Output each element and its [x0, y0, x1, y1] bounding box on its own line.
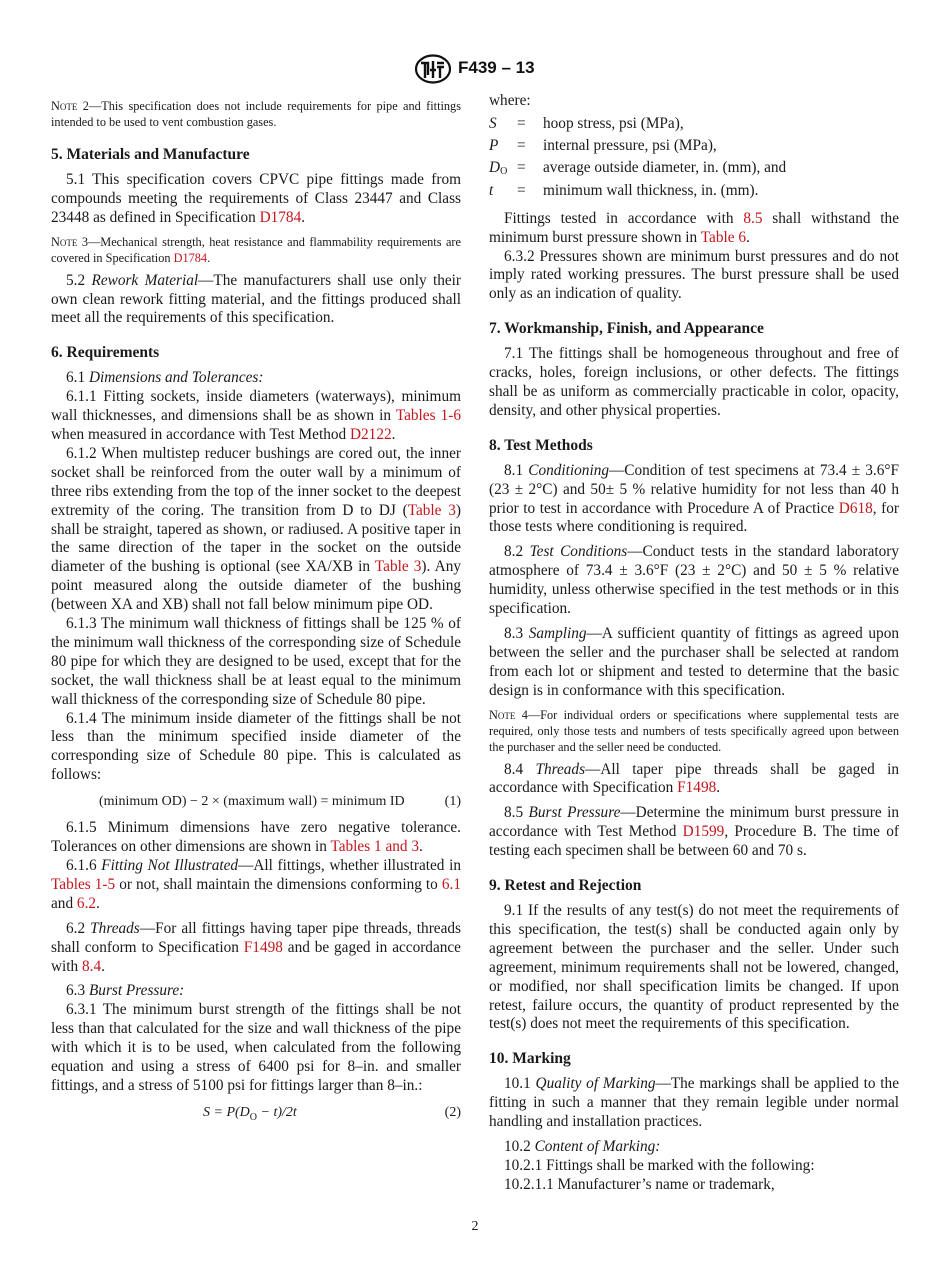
equation-1 — [51, 791, 461, 813]
definition-row: $D_O$ = average outside diameter, in. (mm), and — [489, 159, 787, 178]
para-6-1-5: 6.1.5 Minimum dimensions have zero negative tolerance. Tolerances on other dimensions are shown in Tables 1 and 3. — [51, 819, 461, 856]
para-10-2: 10.2 Content of Marking: — [504, 1137, 661, 1155]
where-label: where: — [489, 92, 531, 109]
page-number: 2 — [471, 1219, 479, 1234]
para-6-3: 6.3 Burst Pressure: — [66, 982, 185, 1000]
equation-number: (2) — [444, 1104, 461, 1120]
equation-number: (1) — [444, 794, 461, 810]
para-9-1: 9.1 If the results of any test(s) do not meet the requirements of this specification, the test(s) shall be conducted again only by agreement between the purchaser and the seller. Under such agreement, minimum requirements shall not be lowered, changed, or modified, nor shall specification limits be changed. If upon retest, failure occurs, the quantity of product represented by the test(s) does not meet the requirements of this specification. — [489, 902, 899, 1033]
link-d1599[interactable]: D1599 — [682, 823, 725, 841]
link-8-5[interactable]: 8.5 — [743, 209, 763, 227]
section-10-heading: 10. Marking — [489, 1050, 571, 1068]
link-table-3[interactable]: Table 3 — [374, 558, 422, 576]
right-column — [489, 92, 899, 1195]
link-table-6[interactable]: Table 6 — [700, 228, 746, 246]
para-6-1-1: 6.1.1 Fitting sockets, inside diameters (waterways), minimum wall thicknesses, and dimensions shall be as shown in Tables 1-6 when measured in accordance with Test Method D2122. — [51, 388, 462, 443]
definition-row: t = minimum wall thickness, in. (mm). — [489, 181, 759, 199]
para-10-2-1: 10.2.1 Fittings shall be marked with the following: — [504, 1156, 815, 1174]
equation-text: (minimum OD) − 2 × (maximum wall) = minimum ID — [99, 794, 405, 810]
para-5-2: 5.2 Rework Material—The manufacturers shall use only their own clean rework fitting material, and the fittings produced shall meet all the requirements of this specification. — [51, 271, 461, 327]
para-10-2-1-1: 10.2.1.1 Manufacturer’s name or trademark, — [504, 1175, 775, 1193]
para-6-1: 6.1 Dimensions and Tolerances: — [66, 369, 264, 387]
para-5-1: 5.1 This specification covers CPVC pipe fittings made from compounds meeting the requirements of Class 23447 and Class 23448 as defined in Specification D1784. — [51, 170, 461, 226]
para-8-4: 8.4 Threads—All taper pipe threads shall be gaged in accordance with Specification F1498. — [489, 760, 899, 797]
definition-row: P = internal pressure, psi (MPa), — [489, 137, 717, 155]
note-label: Note 2 — [51, 99, 89, 113]
para-8-2: 8.2 Test Conditions—Conduct tests in the standard laboratory atmosphere of 73.4 ± 3.6°F (23 ± 2°C) and 50 ± 5 % relative humidity, unless otherwise specified in the test methods or in this specification. — [489, 543, 900, 618]
para-6-1-2: 6.1.2 When multistep reducer bushings are cored out, the inner socket shall be reinforced from the outer wall by a minimum of three ribs extending from the top of the inner socket to the deepest extremity of the coring. The transition from D to DJ (Table 3) shall be straight, tapered as shown, or radiused. A positive taper in the same direction of the taper in the socket on the outside diameter of the bushing is optional (see XA/XB in Table 3). Any point measured along the outside diameter of the bushing (between XA and XB) shall not fall below minimum pipe OD. — [51, 444, 461, 614]
astm-logo-icon — [414, 54, 452, 84]
para-6-2: 6.2 Threads—For all fittings having taper pipe threads, threads shall conform to Specification F1498 and be gaged in accordance with 8.4. — [51, 919, 461, 975]
document-id: F439 – 13 — [458, 58, 535, 77]
section-9-heading: 9. Retest and Rejection — [489, 877, 642, 895]
link-d1784[interactable]: D1784 — [173, 250, 208, 265]
para-7-1: 7.1 The fittings shall be homogeneous throughout and free of cracks, holes, foreign inclusions, or other defects. The fittings shall be as uniform as commercially practicable in color, opacity, density, and other physical properties. — [489, 345, 899, 419]
section-7-heading: 7. Workmanship, Finish, and Appearance — [489, 320, 764, 338]
para-6-3-1: 6.3.1 The minimum burst strength of the fittings shall be not less than that calculated for the size and wall thickness of the pipe with which it is to be used, when calculated from the following equation and using a stress of 6400 psi for 8–in. and smaller fittings, and a stress of 5100 psi for fittings larger than 8–in.: — [51, 1001, 461, 1094]
para-8-3: 8.3 Sampling—A sufficient quantity of fittings as agreed upon between the seller and the purchaser shall be selected at random from each lot or shipment and tested to determine that the basic design is in conformance with this specification. — [489, 624, 899, 699]
link-f1498[interactable]: F1498 — [677, 779, 717, 797]
para-6-3-2: 6.3.2 Pressures shown are minimum burst pressures and do not imply rated working pressures. The burst pressure shall be used only as an indication of quality. — [489, 247, 899, 303]
variable-definitions — [489, 115, 899, 204]
link-d1784[interactable]: D1784 — [259, 208, 302, 226]
para-10-1: 10.1 Quality of Marking—The markings shall be applied to the fitting in such a manner that they remain legible under normal handling and installation practices. — [489, 1075, 899, 1131]
section-5-heading: 5. Materials and Manufacture — [51, 146, 250, 163]
link-table-3[interactable]: Table 3 — [407, 501, 456, 519]
equation-text: $S = P(D_O - t)/2t$ — [203, 1104, 297, 1123]
section-6-heading: 6. Requirements — [51, 344, 160, 362]
para-8-5: 8.5 Burst Pressure—Determine the minimum burst pressure in accordance with Test Method D1599, Procedure B. The time of testing each specimen shall be between 60 and 70 s. — [489, 804, 899, 860]
note-4: Note 4—For individual orders or specifications where supplemental tests are required, only those tests and numbers of tests specifically agreed upon between the purchaser and the seller need be conducted. — [489, 707, 899, 754]
para-6-1-4: 6.1.4 The minimum inside diameter of the fittings shall be not less than the minimum specified inside diameter of the corresponding size of Schedule 80 pipe. This is calculated as follows: — [51, 709, 461, 784]
link-8-4[interactable]: 8.4 — [82, 957, 102, 975]
link-f1498[interactable]: F1498 — [243, 938, 283, 956]
link-tables-1-and-3[interactable]: Tables 1 and 3 — [330, 838, 420, 856]
section-8-heading: 8. Test Methods — [489, 436, 593, 454]
link-6-1[interactable]: 6.1 — [441, 875, 462, 893]
link-d618[interactable]: D618 — [838, 499, 873, 517]
note-label: Note 4 — [489, 707, 528, 722]
equation-2 — [51, 1102, 461, 1124]
definition-row: S = hoop stress, psi (MPa), — [489, 114, 684, 132]
link-tables-1-5[interactable]: Tables 1-5 — [51, 875, 116, 893]
note-2: Note 2—This specification does not include requirements for pipe and fittings intended to be used to vent combustion gases. — [51, 99, 461, 129]
para-6-1-3: 6.1.3 The minimum wall thickness of fittings shall be 125 % of the minimum wall thickness of the corresponding size of Schedule 80 pipe for which they are designed to be used, except that for the socket, the wall thickness shall be at least equal to the minimum wall thickness of the corresponding size of Schedule 80 pipe. — [51, 615, 461, 708]
para-8-1: 8.1 Conditioning—Condition of test specimens at 73.4 ± 3.6°F (23 ± 2°C) and 50± 5 % relative humidity for not less than 40 h prior to test in accordance with Procedure A of Practice D618, for those tests where conditioning is required. — [489, 461, 899, 536]
link-tables-1-6[interactable]: Tables 1-6 — [395, 407, 462, 425]
para-fittings-tested: Fittings tested in accordance with 8.5 shall withstand the minimum burst pressure shown in Table 6. — [489, 209, 899, 246]
note-3: Note 3—Mechanical strength, heat resistance and flammability requirements are covered in Specification D1784. — [51, 234, 461, 265]
link-d2122[interactable]: D2122 — [349, 425, 392, 443]
page-header — [0, 54, 950, 84]
note-label: Note 3 — [51, 234, 88, 249]
left-column — [51, 92, 461, 1130]
para-6-1-6: 6.1.6 Fitting Not Illustrated—All fittings, whether illustrated in Tables 1-5 or not, shall maintain the dimensions conforming to 6.1 and 6.2. — [51, 857, 462, 912]
link-6-2[interactable]: 6.2 — [76, 894, 97, 912]
